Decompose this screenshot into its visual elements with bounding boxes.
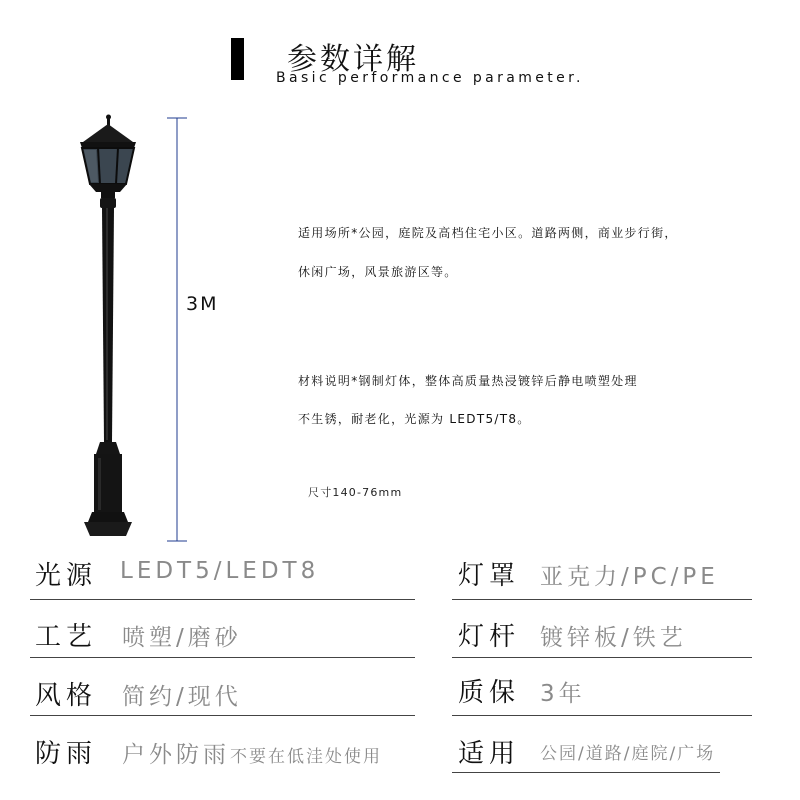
spec-label-rainproof: 防雨: [35, 739, 98, 769]
spec-value-style: 简约/现代: [122, 684, 242, 710]
page-title: 参数详解: [287, 42, 419, 77]
spec-value-rainproof-group: [122, 736, 382, 769]
spec-value-pole: 镀锌板/铁艺: [540, 625, 687, 651]
spec-value-rainproof-note: 不要在低洼处使用: [230, 747, 382, 767]
spec-label-process: 工艺: [35, 622, 98, 652]
row-divider: [452, 772, 720, 773]
size-label: 尺寸140-76mm: [308, 486, 403, 499]
row-divider: [30, 715, 415, 716]
page-subtitle: Basic performance parameter.: [276, 70, 584, 86]
row-divider: [30, 657, 415, 658]
usage-line-1: 适用场所*公园，庭院及高档住宅小区。道路两侧，商业步行街，: [298, 226, 678, 240]
row-divider: [452, 657, 752, 658]
street-lamp-image: [70, 112, 150, 542]
spec-label-light-source: 光源: [35, 561, 98, 591]
row-divider: [452, 715, 752, 716]
spec-value-light-source: LEDT5/LEDT8: [120, 558, 320, 584]
title-accent-bar: [231, 38, 244, 80]
spec-label-lampshade: 灯罩: [458, 561, 521, 591]
height-dimension-line: [165, 116, 189, 544]
spec-value-rainproof: 户外防雨: [122, 742, 230, 768]
spec-label-pole: 灯杆: [458, 622, 521, 652]
height-label: 3M: [186, 293, 219, 315]
spec-value-warranty: 3年: [540, 681, 586, 707]
spec-label-warranty: 质保: [458, 678, 521, 708]
material-line-1: 材料说明*钢制灯体，整体高质量热浸镀锌后静电喷塑处理: [298, 374, 638, 388]
spec-value-process: 喷塑/磨砂: [122, 625, 242, 651]
spec-label-style: 风格: [35, 681, 98, 711]
spec-value-application: 公园/道路/庭院/广场: [540, 744, 716, 764]
usage-line-2: 休闲广场，风景旅游区等。: [298, 265, 458, 279]
row-divider: [30, 599, 415, 600]
material-line-2: 不生锈，耐老化，光源为 LEDT5/T8。: [298, 412, 531, 426]
spec-label-application: 适用: [458, 739, 521, 769]
row-divider: [452, 599, 752, 600]
spec-value-lampshade: 亚克力/PC/PE: [540, 564, 719, 590]
